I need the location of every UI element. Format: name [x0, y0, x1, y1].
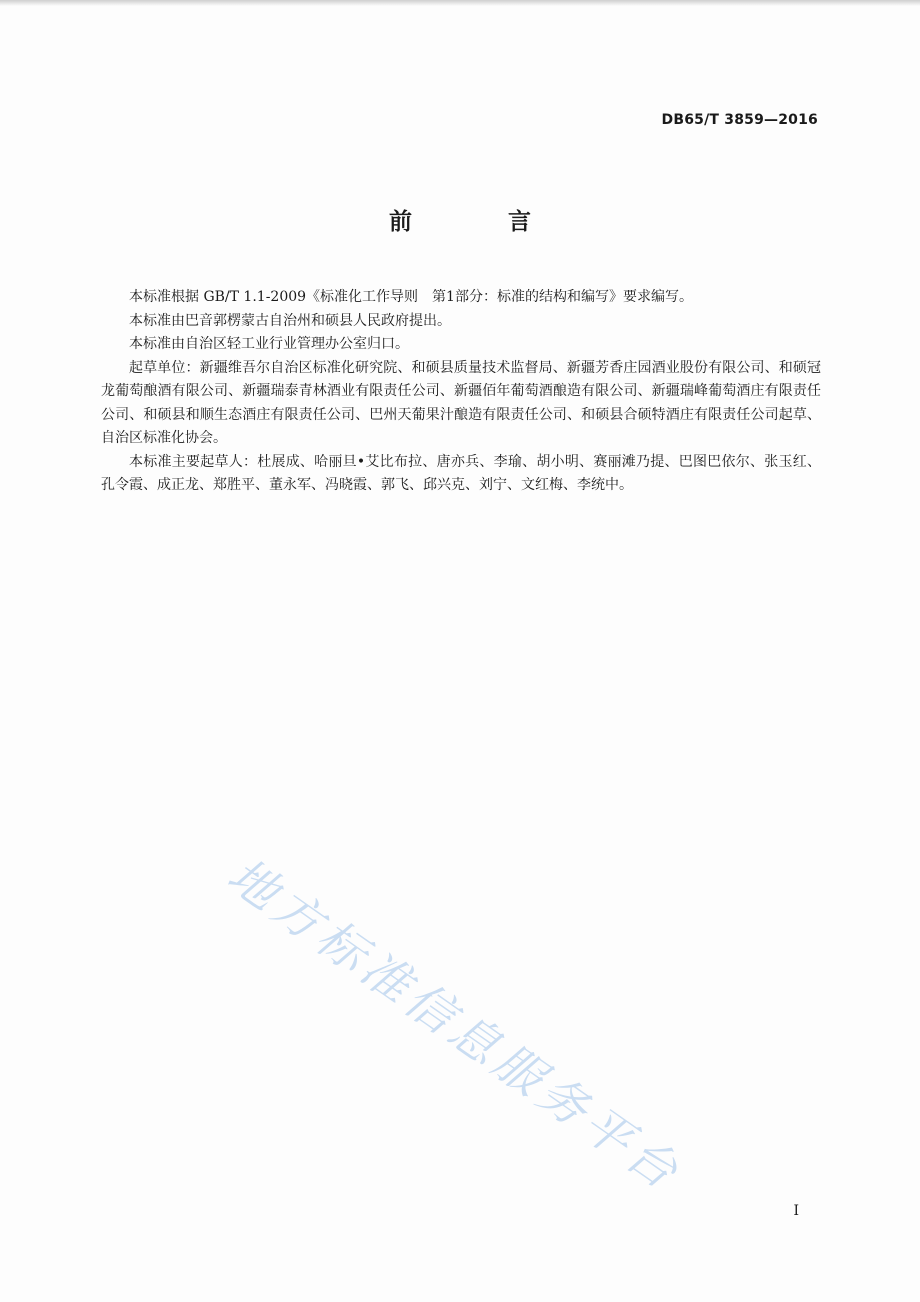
section-title: 前 言 [388, 208, 575, 235]
watermark: 地方标准信息服务平台 [217, 847, 692, 1203]
paragraph-administrator: 本标准由自治区轻工业行业管理办公室归口。 [129, 336, 409, 352]
paragraph-drafting-units: 起草单位：新疆维吾尔自治区标准化研究院、和硕县质量技术监督局、新疆芳香庄园酒业股份有限公司、和硕冠龙葡萄酿酒有限公司、新疆瑞泰青林酒业有限责任公司、新疆佰年葡萄酒酿造有限公司、新疆瑞峰葡萄酒庄有限责任公司、和硕县和顺生态酒庄有限责任公司、巴州天葡果汁酿造有限责任公司、和硕县合硕特酒庄有限责任公司起草、自治区标准化协会。 [101, 359, 821, 446]
scan-edge [0, 0, 920, 6]
paragraph-drafting-basis: 本标准根据 GB/T 1.1-2009《标准化工作导则 第1部分：标准的结构和编写》要求编写。 [129, 289, 693, 305]
paragraph-proposer: 本标准由巴音郭楞蒙古自治州和硕县人民政府提出。 [129, 312, 451, 329]
paragraph-main-drafters: 本标准主要起草人：杜展成、哈丽旦•艾比布拉、唐亦兵、李瑜、胡小明、赛丽滩乃提、巴图巴依尔、张玉红、孔令霞、成正龙、郑胜平、董永军、冯晓霞、郭飞、邱兴克、刘宁、文红梅、李统中。 [101, 453, 821, 493]
document-code: DB65/T 3859—2016 [661, 112, 818, 128]
foreword-body [101, 286, 821, 498]
page-number: I [793, 1203, 799, 1219]
